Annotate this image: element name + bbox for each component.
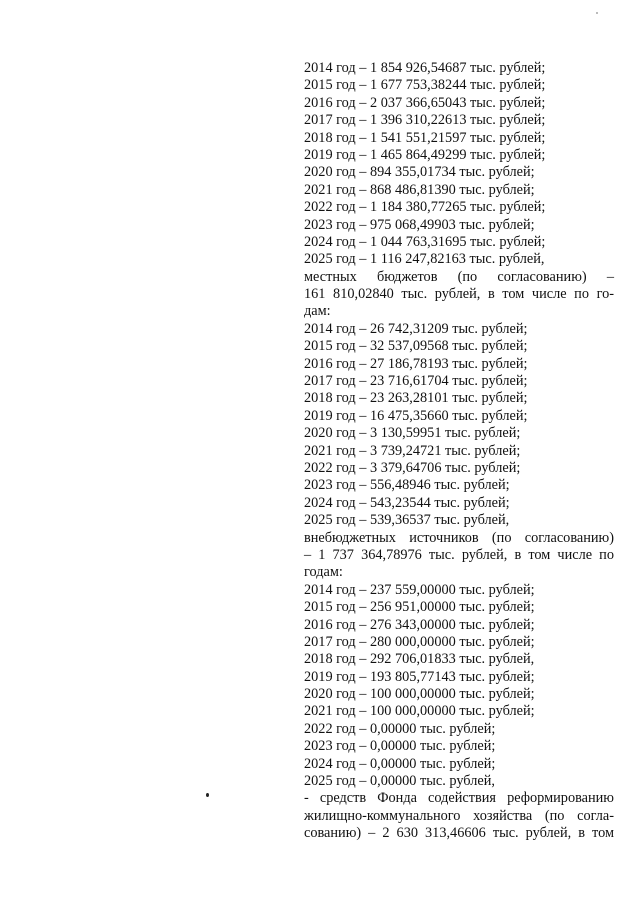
- local-budget-paragraph: [304, 269, 614, 321]
- paragraph-line: годам:: [304, 564, 343, 581]
- year-line: 2019 год – 16 475,35660 тыс. рублей;: [304, 407, 528, 424]
- paragraph-line: – 1 737 364,78976 тыс. рублей, в том числе по: [304, 546, 614, 563]
- year-line: 2017 год – 23 716,61704 тыс. рублей;: [304, 373, 528, 390]
- paragraph-line: - средств Фонда содействия реформированию: [304, 790, 614, 807]
- year-line: 2015 год – 1 677 753,38244 тыс. рублей;: [304, 77, 546, 94]
- year-line: 2020 год – 894 355,01734 тыс. рублей;: [304, 164, 535, 181]
- year-line: 2020 год – 3 130,59951 тыс. рублей;: [304, 425, 521, 442]
- year-line: 2016 год – 27 186,78193 тыс. рублей;: [304, 355, 528, 372]
- year-line: 2024 год – 543,23544 тыс. рублей;: [304, 494, 510, 511]
- year-line: 2015 год – 32 537,09568 тыс. рублей;: [304, 338, 528, 355]
- year-line: 2016 год – 276 343,00000 тыс. рублей;: [304, 616, 535, 633]
- scan-dot: [206, 793, 209, 797]
- local-budget-years: [304, 321, 614, 530]
- year-line: 2014 год – 1 854 926,54687 тыс. рублей;: [304, 60, 546, 76]
- paragraph-line: 161 810,02840 тыс. рублей, в том числе по го-: [304, 286, 614, 303]
- fund-paragraph: [304, 790, 614, 842]
- paragraph-line: местных бюджетов (по согласованию) –: [304, 268, 614, 285]
- year-line: 2020 год – 100 000,00000 тыс. рублей;: [304, 686, 535, 703]
- extrabudget-paragraph: [304, 530, 614, 582]
- year-line: 2019 год – 1 465 864,49299 тыс. рублей;: [304, 146, 546, 163]
- year-line: 2025 год – 1 116 247,82163 тыс. рублей,: [304, 251, 545, 268]
- year-line: 2018 год – 1 541 551,21597 тыс. рублей;: [304, 129, 546, 146]
- year-line: 2021 год – 3 739,24721 тыс. рублей;: [304, 442, 521, 459]
- scan-mark: [596, 12, 598, 14]
- year-line: 2023 год – 975 068,49903 тыс. рублей;: [304, 216, 535, 233]
- year-line: 2021 год – 868 486,81390 тыс. рублей;: [304, 181, 535, 198]
- year-line: 2014 год – 237 559,00000 тыс. рублей;: [304, 581, 535, 598]
- year-line: 2016 год – 2 037 366,65043 тыс. рублей;: [304, 94, 546, 111]
- year-line: 2018 год – 23 263,28101 тыс. рублей;: [304, 390, 528, 407]
- year-line: 2021 год – 100 000,00000 тыс. рублей;: [304, 703, 535, 720]
- year-line: 2023 год – 556,48946 тыс. рублей;: [304, 477, 510, 494]
- paragraph-line: жилищно-коммунального хозяйства (по согла-: [304, 807, 614, 824]
- year-line: 2022 год – 0,00000 тыс. рублей;: [304, 720, 496, 737]
- year-line: 2015 год – 256 951,00000 тыс. рублей;: [304, 599, 535, 616]
- year-line: 2022 год – 1 184 380,77265 тыс. рублей;: [304, 199, 546, 216]
- paragraph-line: внебюджетных источников (по согласованию): [304, 529, 614, 546]
- extrabudget-years: [304, 582, 614, 791]
- funding-text-column: [304, 60, 614, 843]
- year-line: 2018 год – 292 706,01833 тыс. рублей,: [304, 651, 535, 668]
- year-line: 2025 год – 539,36537 тыс. рублей,: [304, 512, 510, 529]
- year-line: 2014 год – 26 742,31209 тыс. рублей;: [304, 320, 528, 337]
- year-line: 2017 год – 1 396 310,22613 тыс. рублей;: [304, 112, 546, 129]
- year-line: 2023 год – 0,00000 тыс. рублей;: [304, 738, 496, 755]
- year-line: 2022 год – 3 379,64706 тыс. рублей;: [304, 459, 521, 476]
- regional-budget-years: [304, 60, 614, 269]
- paragraph-line: сованию) – 2 630 313,46606 тыс. рублей, в том: [304, 825, 614, 842]
- paragraph-line: дам:: [304, 303, 331, 320]
- year-line: 2024 год – 0,00000 тыс. рублей;: [304, 755, 496, 772]
- year-line: 2024 год – 1 044 763,31695 тыс. рублей;: [304, 233, 546, 250]
- year-line: 2025 год – 0,00000 тыс. рублей,: [304, 773, 495, 790]
- year-line: 2019 год – 193 805,77143 тыс. рублей;: [304, 668, 535, 685]
- year-line: 2017 год – 280 000,00000 тыс. рублей;: [304, 633, 535, 650]
